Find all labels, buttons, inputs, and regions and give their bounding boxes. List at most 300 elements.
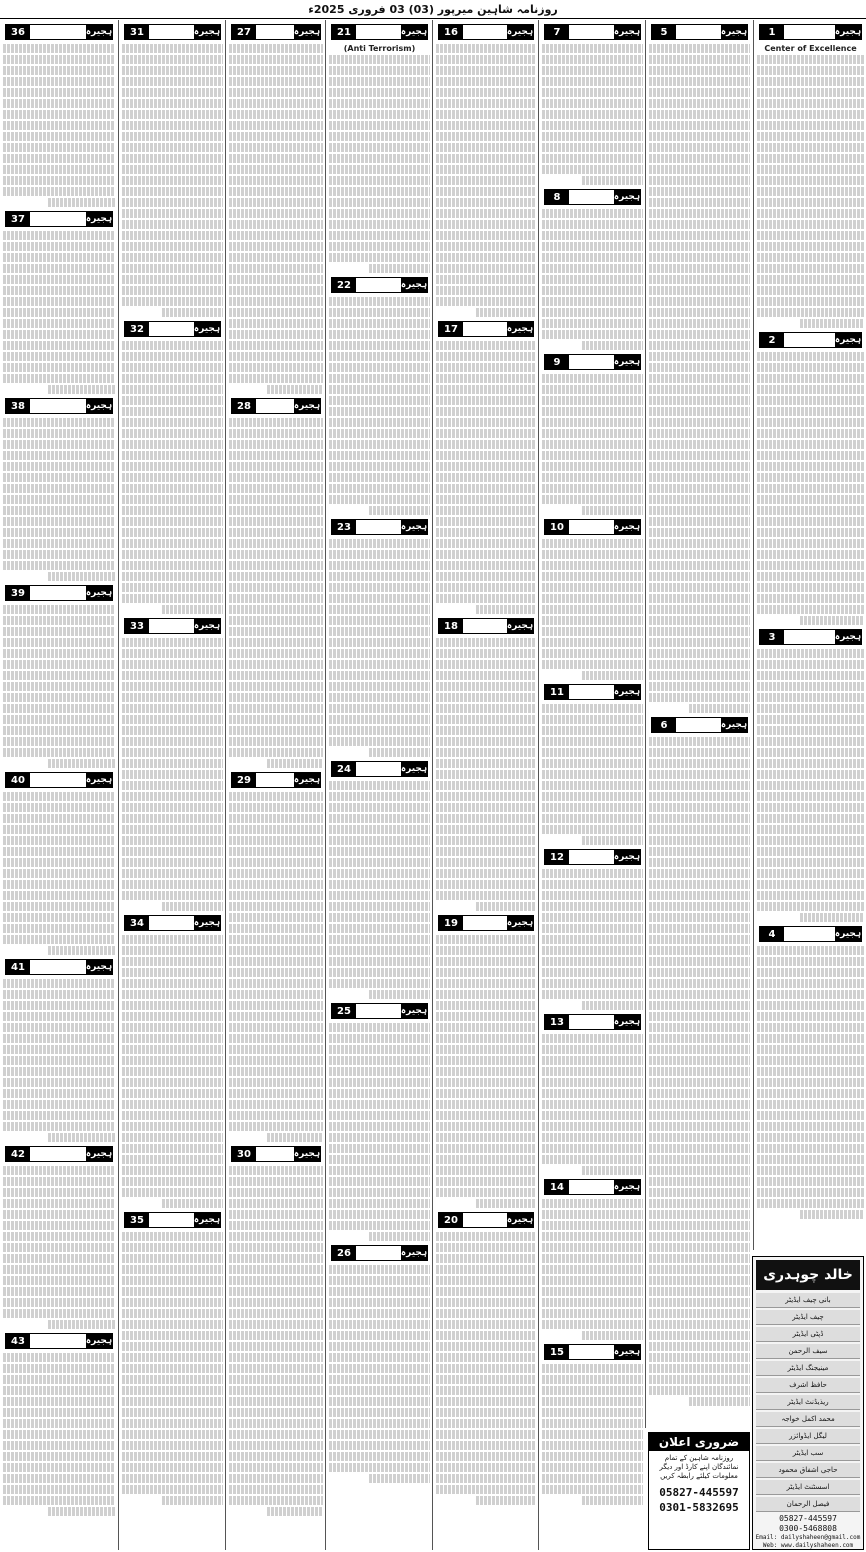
text-line (122, 825, 223, 834)
text-line (229, 1309, 323, 1318)
article-number: 6 (652, 718, 676, 732)
text-line (582, 506, 643, 515)
text-line (329, 77, 430, 86)
text-line (3, 440, 115, 449)
text-line (757, 484, 864, 493)
text-line (329, 1144, 430, 1153)
text-line (229, 418, 323, 427)
text-line (757, 220, 864, 229)
text-line (649, 1309, 750, 1318)
text-line (48, 572, 115, 581)
text-line (436, 1144, 536, 1153)
text-line (329, 429, 430, 438)
text-line (649, 264, 750, 273)
text-line (436, 1397, 536, 1406)
text-line (329, 737, 430, 746)
text-line (329, 869, 430, 878)
text-line (329, 1034, 430, 1043)
text-line (3, 990, 115, 999)
text-line (542, 1397, 643, 1406)
text-line (122, 1353, 223, 1362)
text-line (757, 858, 864, 867)
text-line (329, 1133, 430, 1142)
text-line (329, 627, 430, 636)
text-line (229, 1485, 323, 1494)
text-line (122, 253, 223, 262)
masthead-phone: 0300-5468808 (779, 1524, 837, 1533)
text-line (229, 1397, 323, 1406)
text-line (649, 1045, 750, 1054)
article-number-box (544, 684, 641, 700)
article-number-box (5, 211, 113, 227)
text-line (436, 165, 536, 174)
text-line (122, 264, 223, 273)
text-line (649, 561, 750, 570)
text-line (757, 572, 864, 581)
text-line (542, 803, 643, 812)
text-line (267, 1133, 323, 1142)
text-line (229, 1496, 323, 1505)
text-line (757, 957, 864, 966)
text-line (229, 451, 323, 460)
article-number-box (651, 717, 748, 733)
text-line (542, 330, 643, 339)
text-line (757, 781, 864, 790)
article-number: 15 (545, 1345, 569, 1359)
text-line (542, 253, 643, 262)
text-line (229, 1452, 323, 1461)
text-line (436, 726, 536, 735)
text-line (436, 869, 536, 878)
text-line (369, 506, 430, 515)
text-line (229, 1320, 323, 1329)
text-line (329, 1397, 430, 1406)
text-line (229, 924, 323, 933)
text-line (229, 66, 323, 75)
text-line (542, 396, 643, 405)
text-line (229, 616, 323, 625)
text-line (649, 330, 750, 339)
text-line (757, 407, 864, 416)
text-line (229, 1463, 323, 1472)
text-line (757, 704, 864, 713)
text-line (542, 1287, 643, 1296)
article-number: 37 (6, 212, 30, 226)
text-line (3, 1254, 115, 1263)
text-line (757, 869, 864, 878)
text-line (757, 847, 864, 856)
article-tag: ہجیرہ (614, 520, 640, 534)
article-tag: ہجیرہ (86, 1147, 112, 1161)
text-line (649, 605, 750, 614)
text-line (3, 1364, 115, 1373)
text-line (436, 187, 536, 196)
text-line (757, 726, 864, 735)
text-line (649, 539, 750, 548)
text-line (329, 1386, 430, 1395)
text-line (122, 891, 223, 900)
text-line (542, 781, 643, 790)
text-line (436, 1166, 536, 1175)
text-line (649, 1078, 750, 1087)
text-line (476, 308, 536, 317)
text-line (122, 110, 223, 119)
text-line (122, 198, 223, 207)
text-line (649, 1375, 750, 1384)
text-line (436, 1375, 536, 1384)
text-line (229, 209, 323, 218)
text-line (436, 297, 536, 306)
text-line (649, 1111, 750, 1120)
text-line (542, 660, 643, 669)
text-line (542, 1067, 643, 1076)
text-line (122, 1254, 223, 1263)
text-line (436, 1100, 536, 1109)
text-line (329, 1419, 430, 1428)
text-line (542, 1309, 643, 1318)
article-tag: ہجیرہ (614, 190, 640, 204)
text-line (436, 1485, 536, 1494)
text-line (436, 484, 536, 493)
article-number-box (331, 761, 428, 777)
text-line (3, 924, 115, 933)
text-line (3, 451, 115, 460)
text-line (329, 825, 430, 834)
text-line (757, 55, 864, 64)
article-tag: ہجیرہ (614, 355, 640, 369)
text-line (329, 1430, 430, 1439)
text-line (3, 330, 115, 339)
text-line (229, 264, 323, 273)
article-number-box (5, 1333, 113, 1349)
text-line (649, 1276, 750, 1285)
text-line (649, 352, 750, 361)
text-line (122, 1100, 223, 1109)
text-line (229, 814, 323, 823)
text-line (649, 1243, 750, 1252)
text-line (329, 484, 430, 493)
text-line (542, 110, 643, 119)
text-line (436, 1012, 536, 1021)
text-line (649, 143, 750, 152)
text-line (229, 1331, 323, 1340)
article-tag: ہجیرہ (614, 1345, 640, 1359)
text-line (122, 286, 223, 295)
article-number: 3 (760, 630, 784, 644)
article-number-box (231, 398, 321, 414)
text-line (542, 242, 643, 251)
text-line (229, 594, 323, 603)
text-line (757, 517, 864, 526)
text-line (122, 1441, 223, 1450)
text-line (3, 143, 115, 152)
text-line (649, 1188, 750, 1197)
text-line (122, 77, 223, 86)
text-line (436, 275, 536, 284)
text-line (436, 1298, 536, 1307)
text-line (649, 341, 750, 350)
text-line (542, 132, 643, 141)
text-line (122, 737, 223, 746)
text-line (542, 825, 643, 834)
text-line (542, 1144, 643, 1153)
text-line (329, 1331, 430, 1340)
text-line (542, 1089, 643, 1098)
text-line (436, 660, 536, 669)
text-line (329, 297, 430, 306)
article-number: 24 (332, 762, 356, 776)
text-line (800, 913, 864, 922)
text-line (649, 77, 750, 86)
text-line (757, 275, 864, 284)
text-line (229, 1067, 323, 1076)
text-line (122, 814, 223, 823)
article-tag: ہجیرہ (86, 212, 112, 226)
text-line (3, 1397, 115, 1406)
text-line (436, 1034, 536, 1043)
text-line (757, 1001, 864, 1010)
text-line (436, 363, 536, 372)
text-line (436, 1463, 536, 1472)
text-line (542, 1045, 643, 1054)
text-line (542, 451, 643, 460)
text-line (649, 693, 750, 702)
text-line (436, 968, 536, 977)
text-line (542, 1122, 643, 1131)
text-line (649, 792, 750, 801)
page-header (0, 0, 866, 19)
text-line (122, 726, 223, 735)
article-tag: ہجیرہ (86, 1334, 112, 1348)
masthead-box (752, 1256, 864, 1550)
text-line (542, 1298, 643, 1307)
page-title: روزنامہ شاہین میرپور (03) 03 فروری 2025ء (308, 2, 558, 16)
text-line (582, 1331, 643, 1340)
text-line (122, 209, 223, 218)
article-number-box (5, 959, 113, 975)
article-number: 27 (232, 25, 256, 39)
text-line (582, 1001, 643, 1010)
text-line (329, 165, 430, 174)
text-line (436, 528, 536, 537)
text-line (122, 165, 223, 174)
text-line (436, 836, 536, 845)
text-line (122, 231, 223, 240)
text-line (229, 836, 323, 845)
article-number: 35 (125, 1213, 149, 1227)
text-line (122, 803, 223, 812)
article-column (118, 20, 226, 1550)
masthead-phone: 05827-445597 (779, 1514, 837, 1523)
text-line (3, 715, 115, 724)
text-line (122, 792, 223, 801)
text-line (229, 825, 323, 834)
text-line (436, 847, 536, 856)
text-line (649, 1122, 750, 1131)
text-line (3, 528, 115, 537)
masthead-row: مینیجنگ ایڈیٹر (756, 1361, 860, 1376)
text-line (329, 1188, 430, 1197)
text-line (757, 880, 864, 889)
text-line (649, 1232, 750, 1241)
text-line (757, 363, 864, 372)
text-line (757, 682, 864, 691)
text-line (329, 99, 430, 108)
text-line (649, 1056, 750, 1065)
text-line (542, 1419, 643, 1428)
text-line (229, 1364, 323, 1373)
text-line (3, 660, 115, 669)
text-line (329, 1375, 430, 1384)
text-line (122, 836, 223, 845)
text-line (329, 979, 430, 988)
text-line (122, 1122, 223, 1131)
text-line (3, 418, 115, 427)
text-line (649, 990, 750, 999)
text-line (329, 1056, 430, 1065)
text-line (122, 539, 223, 548)
text-line (757, 1067, 864, 1076)
text-line (757, 418, 864, 427)
text-line (3, 352, 115, 361)
text-line (229, 1430, 323, 1439)
text-line (649, 594, 750, 603)
text-line (542, 539, 643, 548)
text-line (542, 165, 643, 174)
text-line (122, 132, 223, 141)
text-line (122, 594, 223, 603)
text-line (122, 1419, 223, 1428)
text-line (542, 484, 643, 493)
text-line (476, 605, 536, 614)
text-line (229, 1254, 323, 1263)
text-line (329, 341, 430, 350)
text-line (229, 374, 323, 383)
text-line (436, 1342, 536, 1351)
text-line (329, 605, 430, 614)
text-line (3, 1474, 115, 1483)
text-line (757, 495, 864, 504)
text-line (542, 286, 643, 295)
text-line (229, 1276, 323, 1285)
text-line (229, 1100, 323, 1109)
text-line (122, 44, 223, 53)
text-line (122, 704, 223, 713)
text-line (649, 682, 750, 691)
text-line (229, 847, 323, 856)
text-line (436, 517, 536, 526)
text-line (3, 682, 115, 691)
text-line (3, 1177, 115, 1186)
article-number-box (544, 24, 641, 40)
text-line (122, 407, 223, 416)
article-number: 5 (652, 25, 676, 39)
text-line (436, 396, 536, 405)
text-line (582, 671, 643, 680)
text-line (329, 198, 430, 207)
text-line (369, 990, 430, 999)
text-line (229, 1386, 323, 1395)
ad-title: ضروری اعلان (649, 1433, 749, 1451)
text-line (542, 1111, 643, 1120)
text-line (436, 1111, 536, 1120)
text-line (436, 154, 536, 163)
text-line (229, 990, 323, 999)
text-line (542, 561, 643, 570)
article-number-box (5, 398, 113, 414)
text-line (229, 1243, 323, 1252)
text-line (542, 770, 643, 779)
text-line (757, 1111, 864, 1120)
text-line (649, 407, 750, 416)
text-line (122, 649, 223, 658)
text-line (329, 1463, 430, 1472)
text-line (229, 517, 323, 526)
text-line (329, 781, 430, 790)
text-line (229, 1012, 323, 1021)
text-line (757, 737, 864, 746)
text-line (582, 1496, 643, 1505)
text-line (329, 968, 430, 977)
text-line (229, 649, 323, 658)
text-line (436, 891, 536, 900)
text-line (229, 198, 323, 207)
text-line (162, 308, 223, 317)
text-line (229, 979, 323, 988)
article-number-box (331, 1245, 428, 1261)
article-number-box (231, 1146, 321, 1162)
text-line (436, 594, 536, 603)
text-line (229, 1419, 323, 1428)
text-line (229, 891, 323, 900)
article-number: 12 (545, 850, 569, 864)
text-line (757, 440, 864, 449)
text-line (229, 330, 323, 339)
text-line (48, 759, 115, 768)
article-number: 26 (332, 1246, 356, 1260)
text-line (757, 1089, 864, 1098)
text-line (3, 1221, 115, 1230)
text-line (3, 649, 115, 658)
article-number-box (438, 618, 534, 634)
text-line (3, 1122, 115, 1131)
text-line (122, 770, 223, 779)
text-line (649, 583, 750, 592)
text-line (649, 1089, 750, 1098)
text-line (436, 1001, 536, 1010)
english-phrase: (Anti Terrorism) (343, 44, 416, 53)
text-line (542, 1133, 643, 1142)
article-number-box (544, 1014, 641, 1030)
text-line (542, 44, 643, 53)
text-line (229, 363, 323, 372)
text-line (329, 55, 430, 64)
text-line (122, 220, 223, 229)
text-line (436, 1133, 536, 1142)
text-line (3, 1232, 115, 1241)
text-line (229, 528, 323, 537)
text-line (229, 803, 323, 812)
text-line (582, 341, 643, 350)
text-line (329, 66, 430, 75)
text-line (436, 649, 536, 658)
text-line (757, 1199, 864, 1208)
text-line (649, 671, 750, 680)
text-line (329, 803, 430, 812)
text-line (649, 1364, 750, 1373)
text-line (542, 77, 643, 86)
article-number-box (759, 24, 862, 40)
